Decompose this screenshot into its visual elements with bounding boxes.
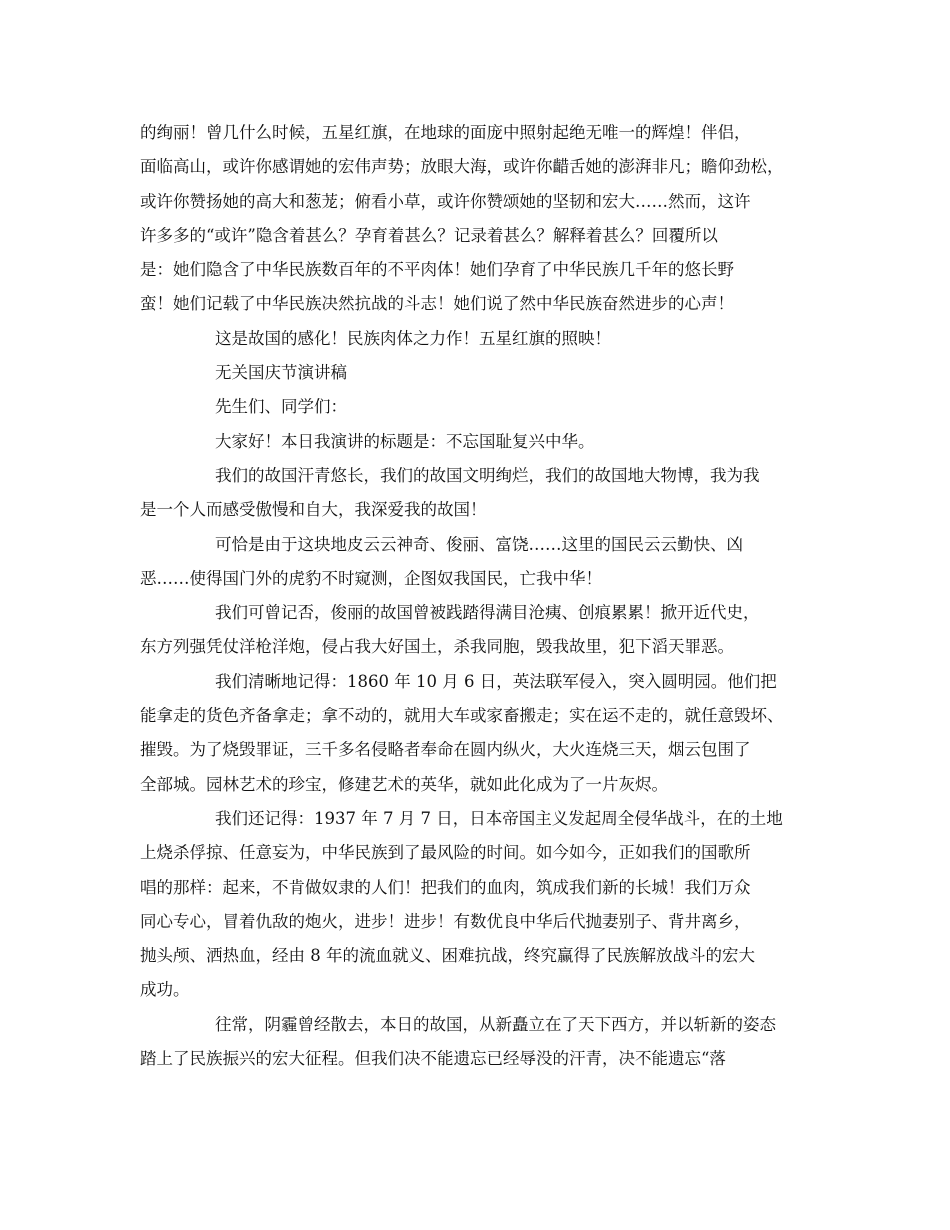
text-line: 我们的故国汗青悠长，我们的故国文明绚烂，我们的故国地大物博，我为我 [215, 465, 760, 485]
text-line: 踏上了民族振兴的宏大征程。但我们决不能遗忘已经辱没的汗青，决不能遗忘“落 [140, 1049, 726, 1069]
text-line: 上烧杀俘掠、任意妄为，中华民族到了最风险的时间。如今如今，正如我们的国歌所 [140, 843, 751, 863]
text-line: 我们清晰地记得：1860 年 10 月 6 日，英法联军侵入，突入圆明园。他们把 [215, 671, 777, 691]
text-line: 摧毁。为了烧毁罪证，三千多名侵略者奉命在圆内纵火，大火连烧三天，烟云包围了 [140, 740, 751, 760]
text-line: 我们可曾记否，俊丽的故国曾被践踏得满目沧痍、创痕累累！掀开近代史， [215, 603, 760, 623]
text-line: 全部城。园林艺术的珍宝，修建艺术的英华，就如此化成为了一片灰烬。 [140, 774, 668, 794]
text-line: 蛮！她们记载了中华民族决然抗战的斗志！她们说了然中华民族奋然进步的心声！ [140, 294, 734, 314]
salutation: 先生们、同学们： [215, 397, 347, 417]
text-line: 大家好！本日我演讲的标题是：不忘国耻复兴中华。 [215, 431, 595, 451]
text-line: 这是故国的感化！民族肉体之力作！五星红旗的照映！ [215, 328, 611, 348]
text-line: 我们还记得：1937 年 7 月 7 日，日本帝国主义发起周全侵华战斗，在的土地 [215, 808, 783, 828]
text-line: 能拿走的货色齐备拿走；拿不动的，就用大车或家畜搬走；实在运不走的，就任意毁坏、 [140, 706, 784, 726]
text-line: 许多多的“或许”隐含着甚么？孕育着甚么？记录着甚么？解释着甚么？回覆所以 [140, 225, 718, 245]
text-line: 是：她们隐含了中华民族数百年的不平肉体！她们孕育了中华民族几千年的悠长野 [140, 260, 734, 280]
text-line: 抛头颅、洒热血，经由 8 年的流血就义、困难抗战，终究赢得了民族解放战斗的宏大 [140, 946, 755, 966]
text-line: 恶……使得国门外的虎豹不时窥测，企图奴我国民，亡我中华！ [140, 568, 602, 588]
text-line: 东方列强凭仗洋枪洋炮，侵占我大好国土，杀我同胞，毁我故里，犯下滔天罪恶。 [140, 637, 734, 657]
text-line: 是一个人而感受傲慢和自大，我深爱我的故国！ [140, 500, 487, 520]
section-heading: 无关国庆节演讲稿 [215, 363, 347, 383]
text-line: 同心专心，冒着仇敌的炮火，进步！进步！有数优良中华后代抛妻别子、背井离乡， [140, 911, 751, 931]
text-line: 成功。 [140, 980, 190, 1000]
document-body [140, 116, 820, 1076]
text-line: 或许你赞扬她的高大和葱茏；俯看小草，或许你赞颂她的坚韧和宏大……然而，这许 [140, 191, 751, 211]
text-line: 往常，阴霾曾经散去，本日的故国，从新矗立在了天下西方，并以斩新的姿态 [215, 1014, 776, 1034]
text-line: 唱的那样：起来，不肯做奴隶的人们！把我们的血肉，筑成我们新的长城！我们万众 [140, 877, 751, 897]
text-line: 的绚丽！曾几什么时候，五星红旗，在地球的面庞中照射起绝无唯一的辉煌！伴侣， [140, 123, 751, 142]
text-line: 面临高山，或许你感谓她的宏伟声势；放眼大海，或许你齰舌她的澎湃非凡；瞻仰劲松， [140, 157, 784, 177]
text-line: 可恰是由于这块地皮云云神奇、俊丽、富饶……这里的国民云云勤快、凶 [215, 534, 743, 554]
